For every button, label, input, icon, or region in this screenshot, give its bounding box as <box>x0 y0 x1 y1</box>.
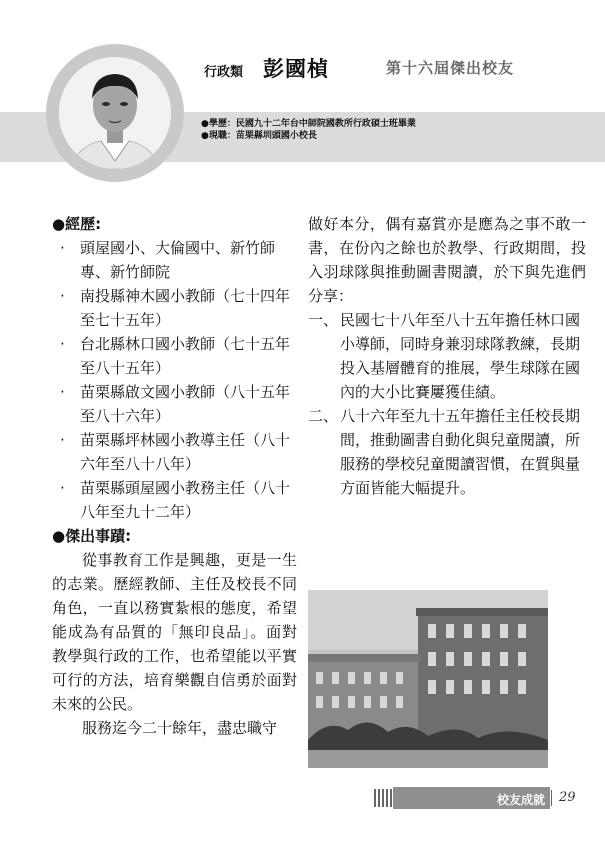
footer-divider <box>551 790 552 806</box>
achievements-paragraph: 從事教育工作是興趣，更是一生的志業。歷經教師、主任及校長不同角色，一直以務實紮根的態度，希望能成為有品質的「無印良品」。面對教學與行政的工作，也希望能以平實可行的方法，培育樂觀自信勇於面對未來的公民。 <box>52 551 297 713</box>
achievement-item <box>308 308 586 404</box>
experience-item <box>52 284 297 332</box>
bullet: ‧ <box>60 479 65 497</box>
bullet: ‧ <box>60 335 65 353</box>
footer <box>0 787 605 809</box>
achievements-heading: ●傑出事蹟: <box>52 527 132 545</box>
item-number: 一、 <box>308 311 339 329</box>
education-line: ●學歷：民國九十二年台中師院國教所行政碩士班畢業 <box>201 119 416 129</box>
achievement-text: 八十六年至九十五年擔任主任校長期間，推動圖書自動化與兒童閱讀，所服務的學校兒童閱讀習慣，在質與量方面皆能大幅提升。 <box>340 407 581 497</box>
bio-block <box>201 118 416 142</box>
page-number: 29 <box>559 790 576 805</box>
experience-item <box>52 332 297 380</box>
bullet: ‧ <box>60 431 65 449</box>
left-column <box>52 212 297 740</box>
section-label: 校友成就 <box>497 793 546 807</box>
experience-item <box>52 428 297 476</box>
item-number: 二、 <box>308 407 339 425</box>
experience-item <box>52 380 297 428</box>
experience-text: 苗栗縣頭屋國小教務主任（八十八年至九十二年） <box>80 479 291 521</box>
portrait-photo <box>59 57 171 169</box>
bullet: ‧ <box>60 287 65 305</box>
school-building-photo <box>308 590 548 768</box>
experience-text: 台北縣林口國小教師（七十五年至八十五年） <box>80 335 291 377</box>
experience-text: 南投縣神木國小教師（七十四年至七十五年） <box>80 287 291 329</box>
bullet: ‧ <box>60 383 65 401</box>
experience-item <box>52 476 297 524</box>
experience-text: 苗栗縣坪林國小教導主任（八十六年至八十八年） <box>80 431 291 473</box>
alumnus-name: 彭國楨 <box>263 57 329 81</box>
experience-text: 頭屋國小、大倫國中、新竹師專、新竹師院 <box>80 239 276 281</box>
achievement-item <box>308 404 586 500</box>
experience-heading: ●經歷: <box>52 215 102 233</box>
honor-title: 第十六屆傑出校友 <box>386 59 515 77</box>
position-line: ●現職：苗栗縣圳頭國小校長 <box>201 131 317 141</box>
category-label: 行政類 <box>204 65 244 80</box>
experience-text: 苗栗縣啟文國小教師（八十五年至八十六年） <box>80 383 291 425</box>
service-paragraph-start: 服務迄今二十餘年，盡忠職守 <box>82 719 278 737</box>
experience-item <box>52 236 297 284</box>
right-column <box>308 212 586 500</box>
service-paragraph-continued: 做好本分，偶有嘉賞亦是應為之事不敢一書，在份內之餘也於教學、行政期間，投入羽球隊與推動圖書閱讀，於下與先進們分享： <box>308 215 586 305</box>
achievement-text: 民國七十八年至八十五年擔任林口國小導師，同時身兼羽球隊教練，長期投入基層體育的推展，學生球隊在國內的大小比賽屢獲佳績。 <box>340 311 581 401</box>
bullet: ‧ <box>60 239 65 257</box>
footer-stripes <box>374 787 394 809</box>
